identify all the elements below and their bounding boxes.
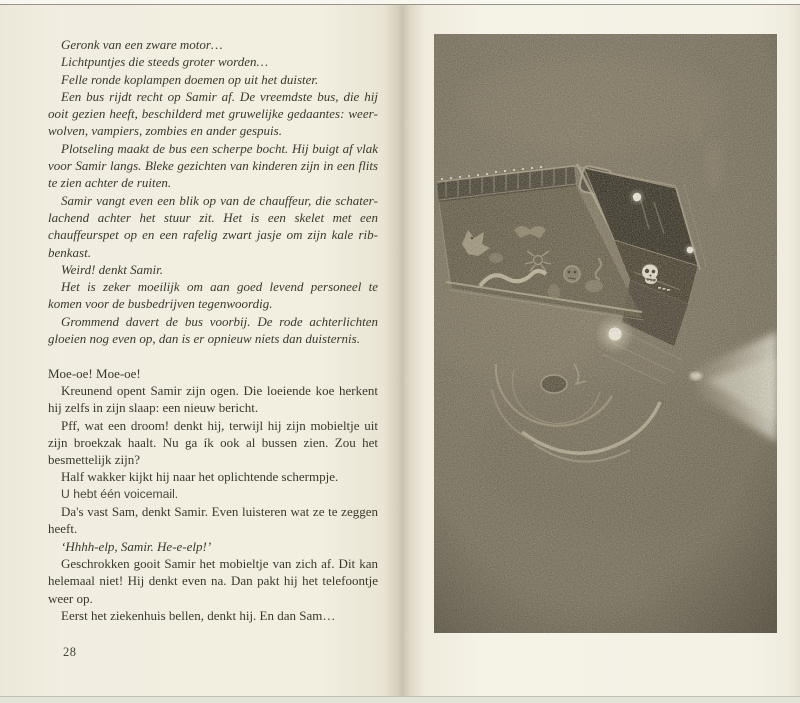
paragraph: U hebt één voicemail. (61, 486, 179, 501)
page-stack-edge-bottom (0, 696, 800, 703)
bus-illustration (434, 34, 777, 633)
paragraph: Samir vangt even een blik op van de chauffeur, die schaterlachend achter het stuur zit. Het is een skelet met een chauffeurspet op en een rafelig zwart jasje om zijn kale ribbenkast. (48, 192, 378, 260)
paragraph: Een bus rijdt recht op Samir af. De vreemdste bus, die hij ooit gezien heeft, beschilderd met gruwelijke gedaantes: weerwolven, vampiers, zombies en ander gespuis. (48, 88, 378, 139)
page-number: 28 (63, 645, 77, 659)
paragraph: Lichtpuntjes die steeds groter worden… (61, 54, 269, 70)
right-page (400, 5, 800, 696)
text-column (48, 36, 378, 624)
paragraph: Plotseling maakt de bus een scherpe bocht. Hij buigt af vlak voor Samir langs. Bleke gezichten van kinderen zijn in een flits te zien achter de ruiten. (48, 140, 378, 191)
paragraph: Eerst het ziekenhuis bellen, denkt hij. En dan Sam… (61, 607, 336, 623)
paragraph: ‘Hhhh-elp, Samir. He-e-elp!’ (61, 538, 212, 554)
paragraph: Geschrokken gooit Samir het mobieltje van zich af. Dit kan helemaal niet! Hij denkt even na. Dan pakt hij het telefoontje weer op. (48, 555, 378, 606)
paragraph: Felle ronde koplampen doemen op uit het duister. (61, 71, 319, 87)
paragraph: Moe-oe! Moe-oe! (48, 365, 141, 381)
paragraph: Da's vast Sam, denkt Samir. Even luisteren wat ze te zeggen heeft. (48, 504, 378, 537)
paragraph: Geronk van een zware motor… (61, 37, 223, 52)
paragraph: Het is zeker moeilijk om aan goed levend personeel te komen voor de busbedrijven tegenwoordig. (48, 279, 378, 312)
paragraph: Grommend davert de bus voorbij. De rode achterlichten gloeien nog even op, dan is er opnieuw niets dan duisternis. (48, 313, 378, 347)
paragraph: Weird! denkt Samir. (61, 261, 163, 277)
left-page (0, 5, 400, 696)
spooky-bus-art (434, 34, 777, 633)
paragraph: Pff, wat een droom! denkt hij, terwijl hij zijn mobieltje uit zijn broekzak haalt. Nu ga ík ook al bussen zien. Zou het besmettelijk zijn? (48, 417, 378, 468)
paragraph: Kreunend opent Samir zijn ogen. Die loeiende koe herkent hij zelfs in zijn slaap: een nieuw bericht. (48, 382, 378, 416)
vignette (434, 34, 777, 633)
paragraph: Half wakker kijkt hij naar het oplichtende schermpje. (61, 469, 339, 485)
